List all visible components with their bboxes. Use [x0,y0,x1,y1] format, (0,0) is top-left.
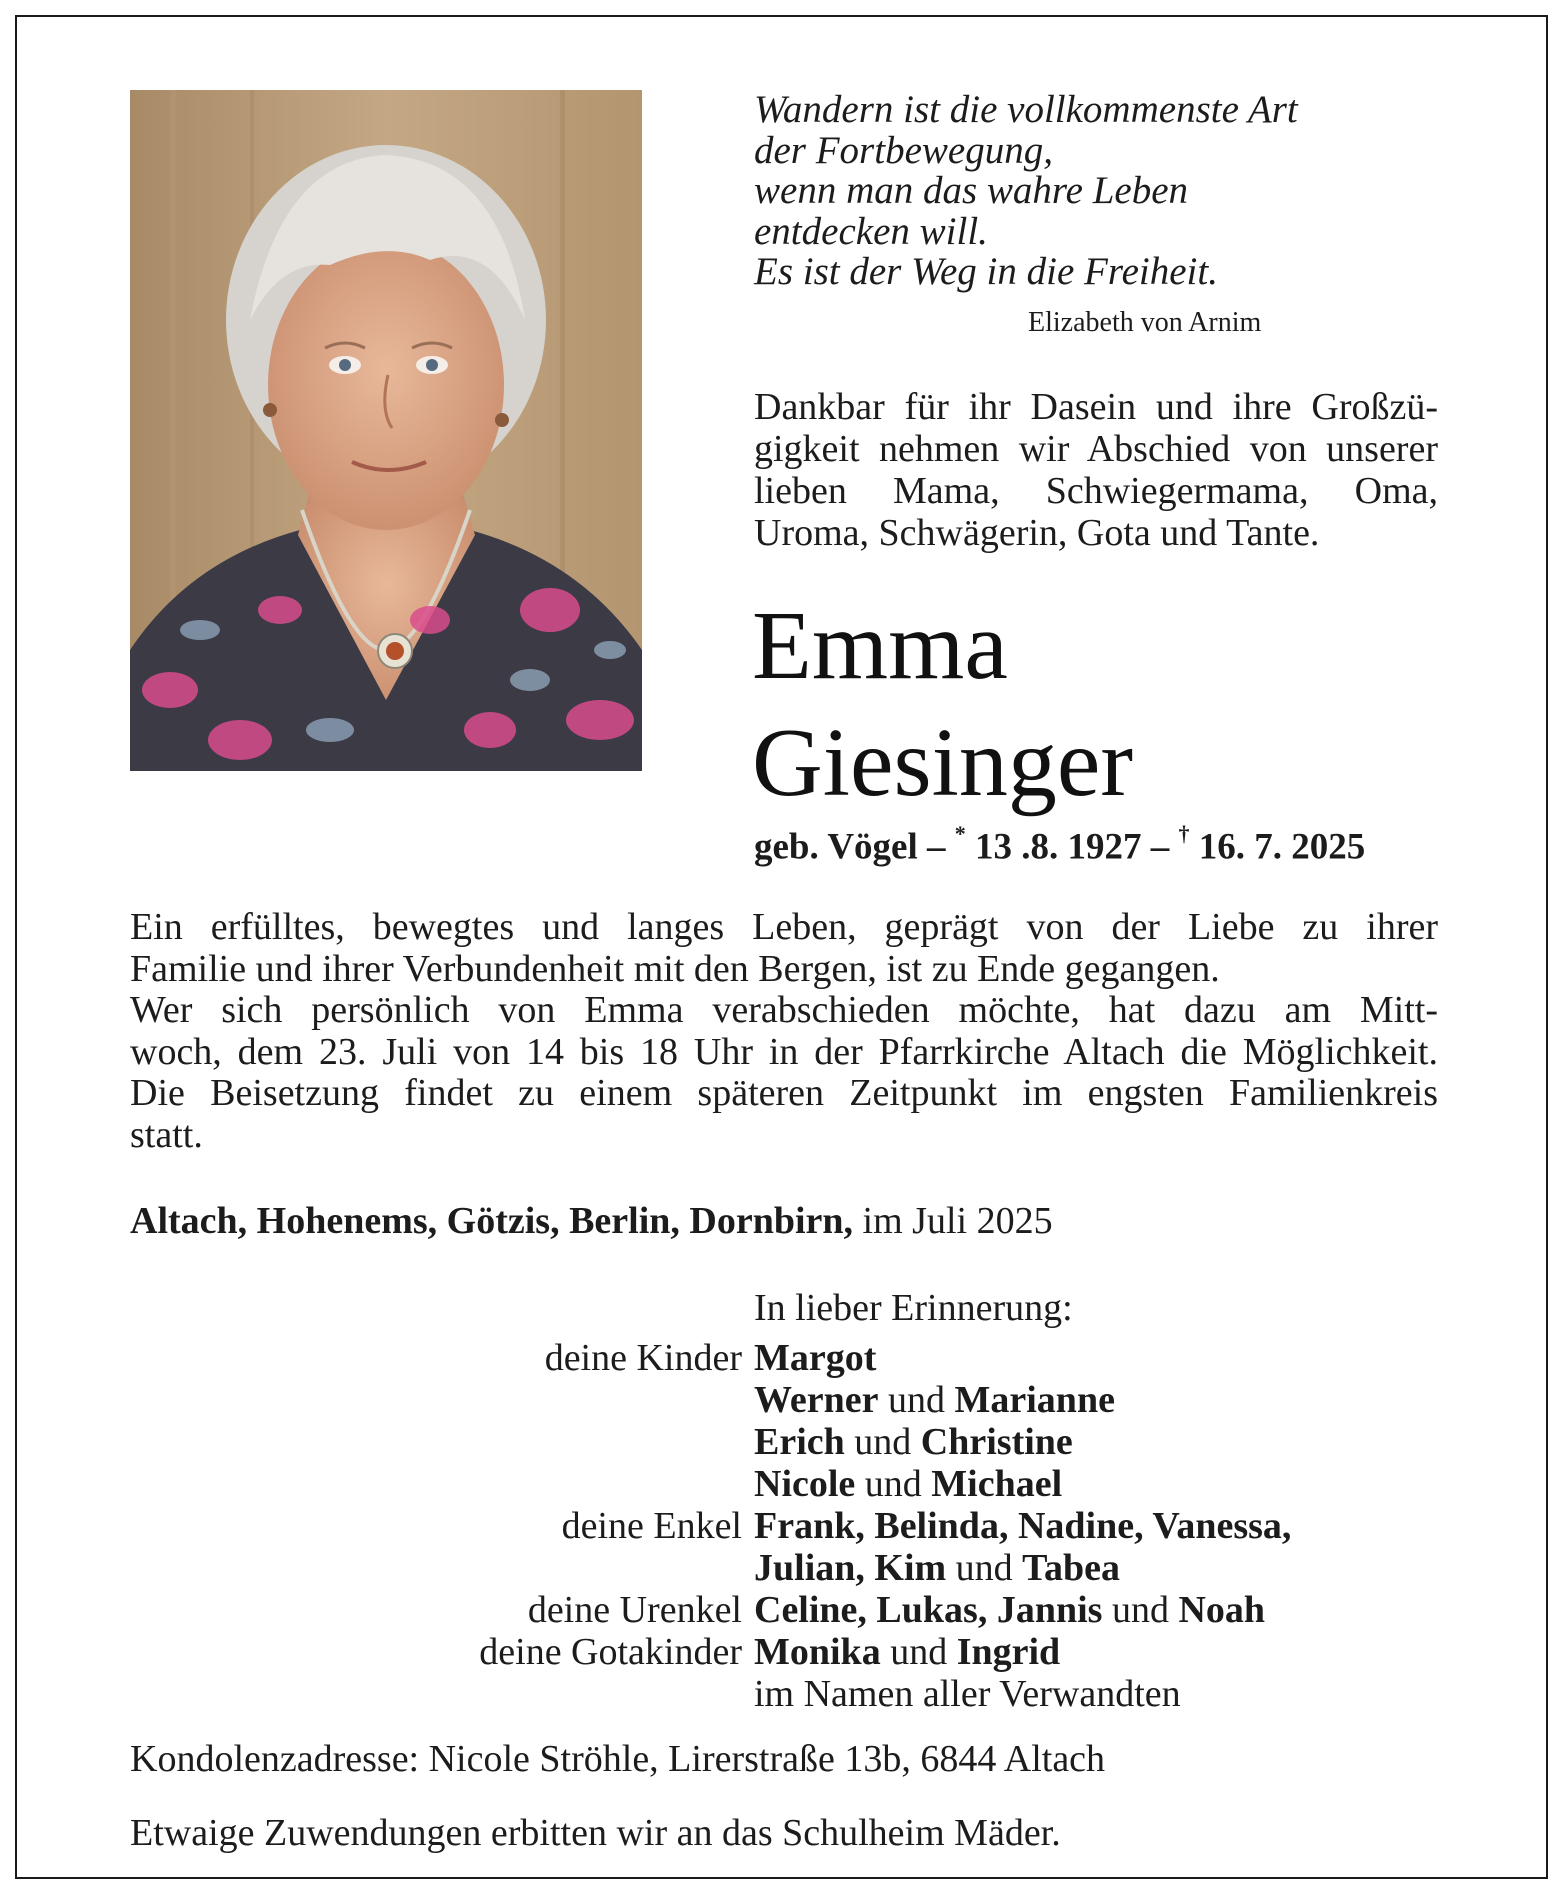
family-list [0,1336,1567,1714]
dash-separator: – [1141,826,1179,868]
connector: und [946,1547,1023,1589]
family-name: Erich [754,1421,845,1463]
quote-line: Es ist der Weg in die Freiheit. [754,250,1218,293]
family-name: Monika [754,1631,881,1673]
family-names [754,1546,1120,1590]
quote-author: Elizabeth von Arnim [1028,307,1262,338]
portrait-illustration [130,90,642,771]
family-row [0,1420,1567,1462]
family-name: Noah [1178,1589,1266,1631]
closing-line: im Namen aller Verwandten [754,1673,1181,1715]
quote-line: entdecken will. [754,209,988,253]
family-names [754,1630,1060,1674]
connector: und [878,1379,955,1421]
places-list: Altach, Hohenems, Götzis, Berlin, Dornbirn, [130,1200,854,1242]
role-label: deine Enkel [561,1505,742,1547]
family-names [754,1336,876,1380]
family-row [0,1630,1567,1672]
intro-line: Uroma, Schwägerin, Gota und Tante. [754,512,1320,554]
body-line: Wer sich persönlich von Emma verabschieden möchte, hat dazu am Mitt- [130,989,1438,1031]
life-dates [754,821,1366,868]
role-label: deine Kinder [544,1337,742,1379]
body-line: woch, dem 23. Juli von 14 bis 18 Uhr in der Pfarrkirche Altach die Möglichkeit. [130,1030,1438,1073]
portrait-photo [130,90,642,771]
family-row [0,1546,1567,1588]
remembrance-heading: In lieber Erinnerung: [754,1287,1073,1329]
family-name: Julian, Kim [754,1547,947,1589]
family-name: Ingrid [956,1631,1061,1673]
family-name: Michael [931,1463,1063,1505]
places-date-line [130,1199,1053,1243]
family-row [0,1588,1567,1630]
main-paragraph [130,907,1438,1156]
role-label: deine Gotakinder [479,1631,742,1673]
connector: und [855,1463,932,1505]
family-name: Margot [754,1337,877,1379]
family-name: Werner [754,1379,879,1421]
maiden-name: geb. Vögel [754,826,918,868]
body-line: Ein erfülltes, bewegtes und langes Leben, geprägt von der Liebe zu ihrer [130,906,1438,948]
family-names [754,1588,1265,1632]
intro-line: Dankbar für ihr Dasein und ihre Großzü- [754,386,1438,428]
family-row [0,1504,1567,1546]
body-line: Familie und ihrer Verbundenheit mit den Bergen, ist zu Ende gegangen. [130,947,1220,990]
intro-line: gigkeit nehmen wir Abschied von unserer [754,428,1438,470]
dash-separator: – [917,826,955,868]
family-name: Christine [920,1421,1073,1463]
family-names [754,1462,1062,1506]
family-name: Marianne [954,1379,1115,1421]
deceased-name [752,588,1133,822]
family-row [0,1672,1567,1714]
first-name: Emma [752,592,1008,700]
connector: und [844,1421,921,1463]
body-line: statt. [130,1113,203,1156]
last-name: Giesinger [752,709,1133,817]
death-date: 16. 7. 2025 [1189,826,1366,868]
epigraph-quote [754,90,1394,293]
condolence-address: Kondolenzadresse: Nicole Ströhle, Lirerstraße 13b, 6844 Altach [130,1738,1106,1780]
family-name: Tabea [1022,1547,1121,1589]
family-names [754,1378,1115,1422]
connector: und [1102,1589,1179,1631]
family-row [0,1336,1567,1378]
family-row [0,1378,1567,1420]
family-row [0,1462,1567,1504]
death-symbol: † [1178,821,1190,846]
family-name: Frank, Belinda, Nadine, Vanessa, [754,1505,1292,1547]
intro-line: lieben Mama, Schwiegermama, Oma, [754,470,1438,512]
donation-note: Etwaige Zuwendungen erbitten wir an das Schulheim Mäder. [130,1812,1061,1854]
connector: und [880,1631,957,1673]
quote-line: Wandern ist die vollkommenste Art [754,88,1298,131]
role-label: deine Urenkel [527,1589,742,1631]
intro-paragraph [754,386,1438,554]
quote-line: wenn man das wahre Leben [754,169,1189,212]
month-year: im Juli 2025 [853,1200,1053,1242]
family-name: Celine, Lukas, Jannis [754,1589,1103,1631]
body-line: Die Beisetzung findet zu einem späteren Zeitpunkt im engsten Familienkreis [130,1072,1438,1114]
quote-line: der Fortbewegung, [754,128,1053,172]
family-names [754,1504,1291,1548]
family-names [754,1420,1073,1464]
birth-symbol: * [954,821,966,846]
family-name: Nicole [754,1463,856,1505]
birth-date: 13 .8. 1927 [965,826,1142,868]
